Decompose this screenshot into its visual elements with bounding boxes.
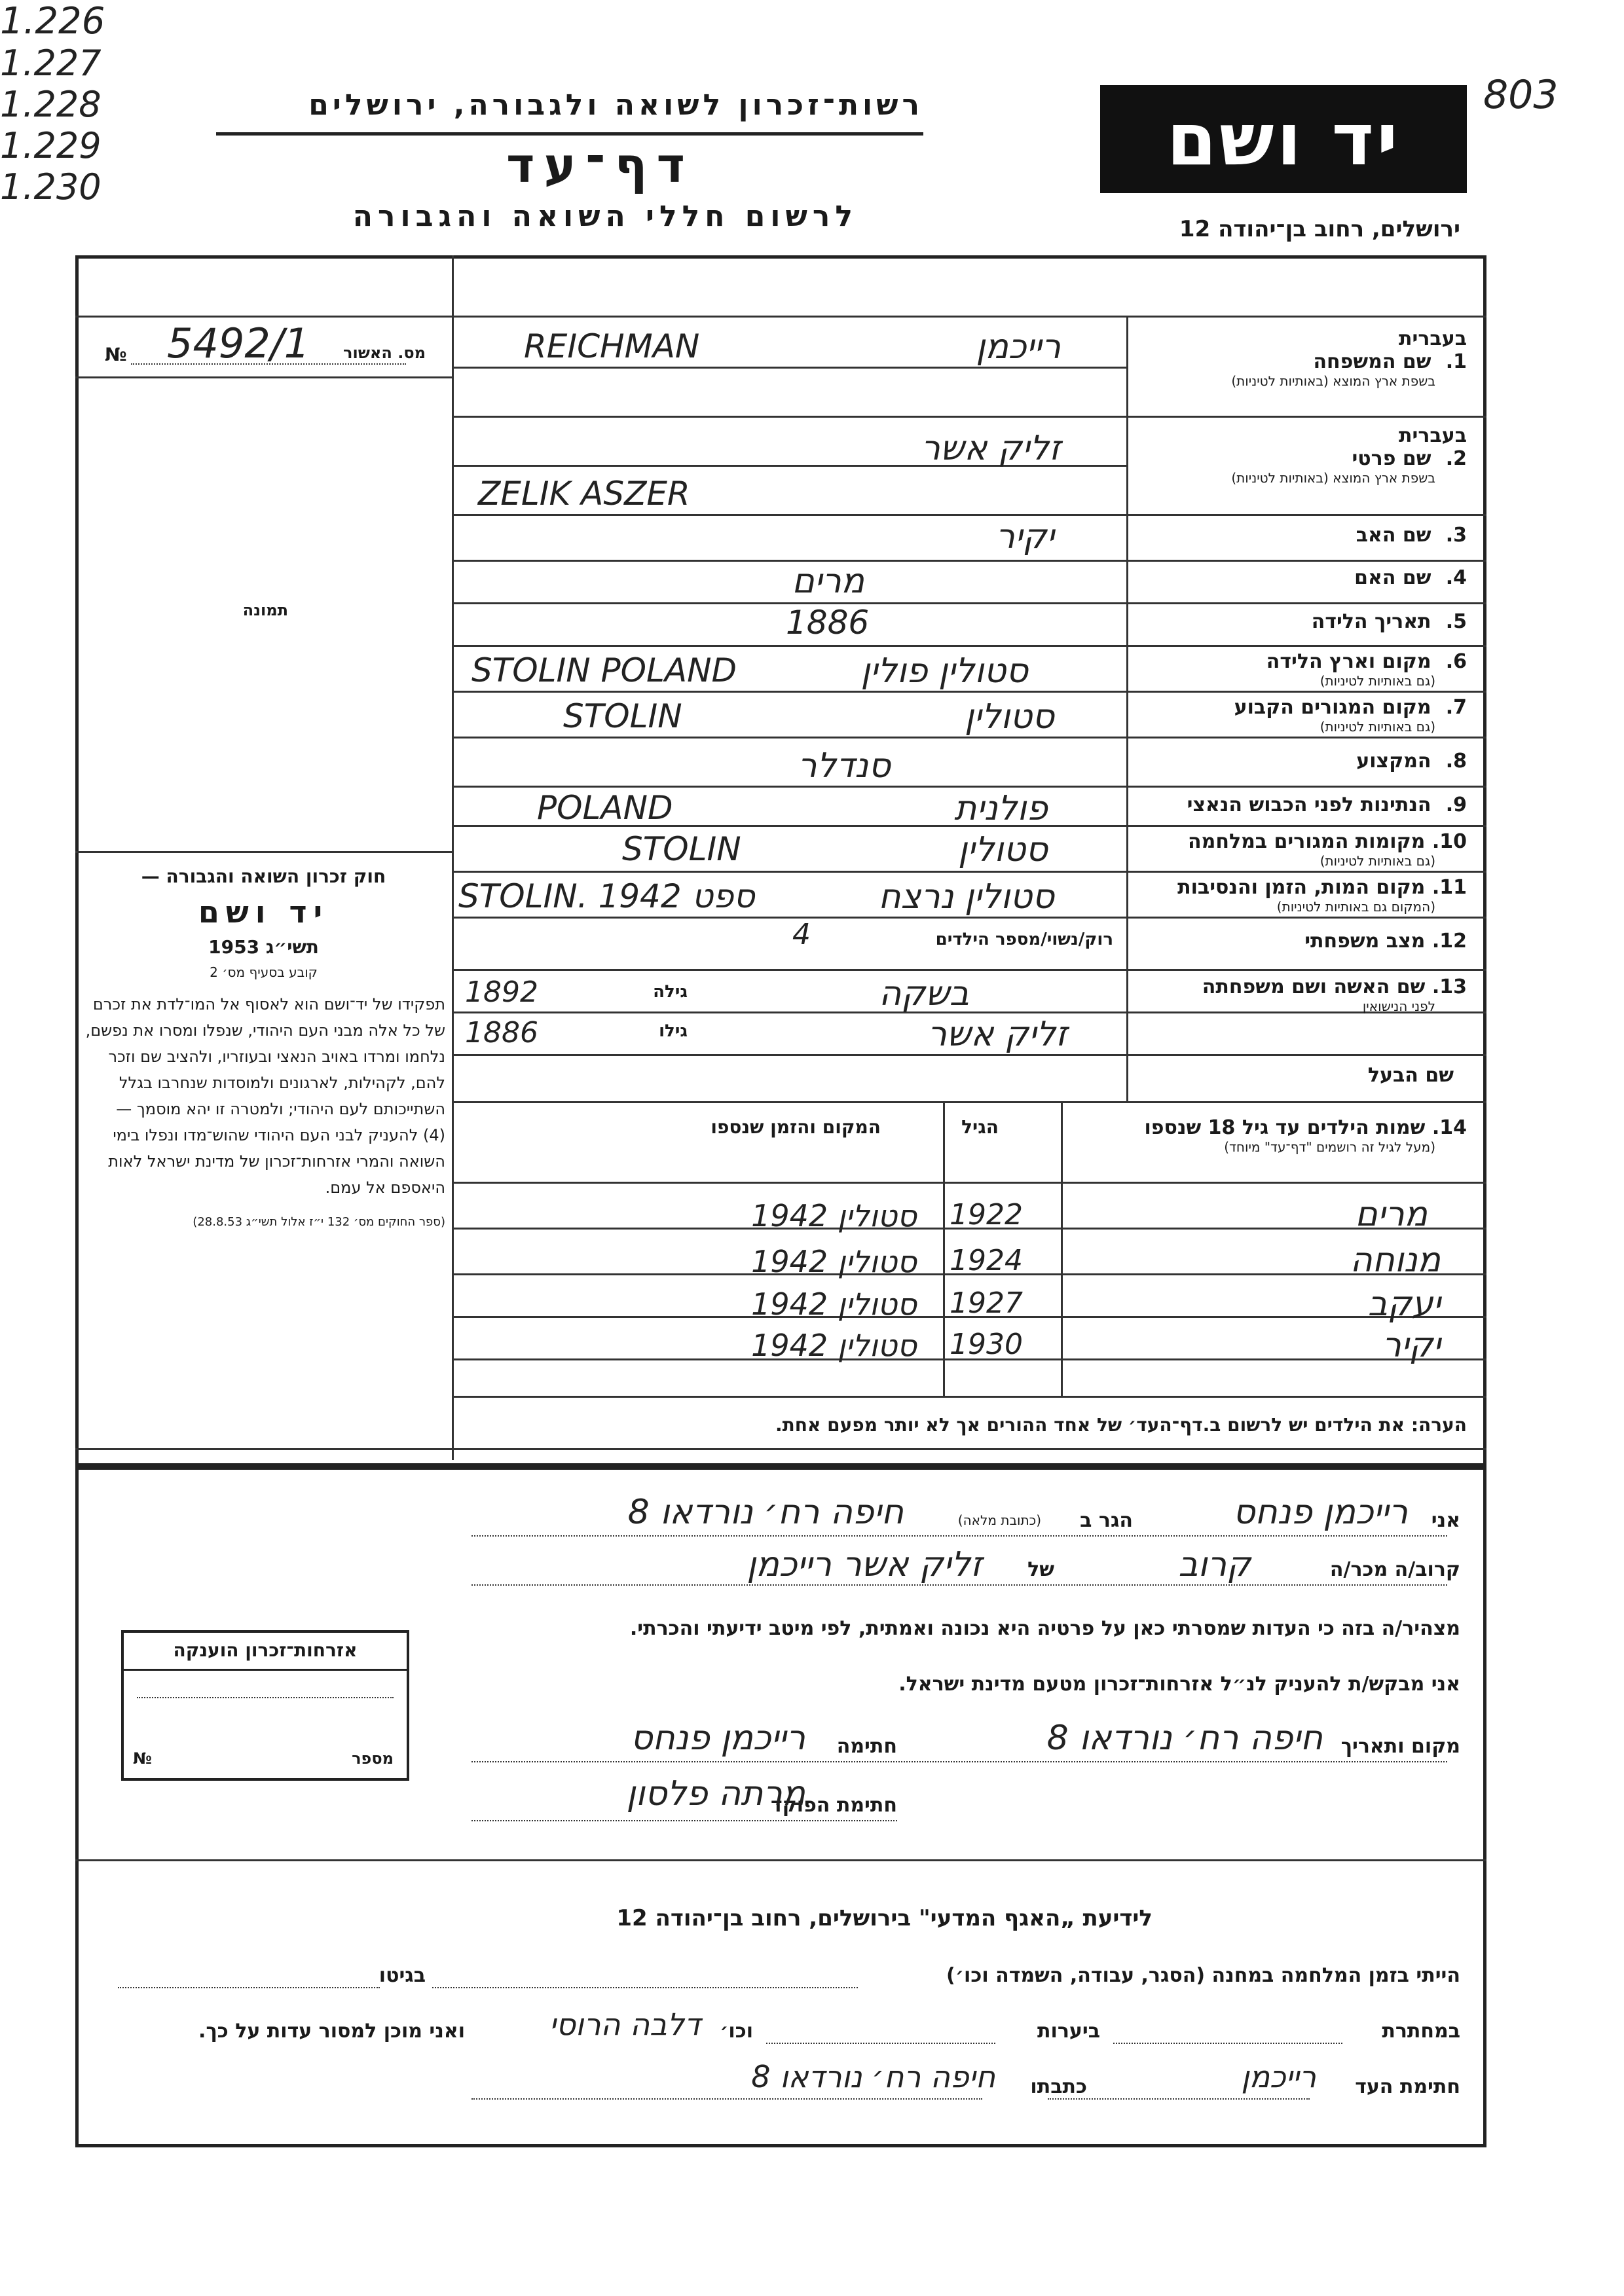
field-9-label: 9. הנתינות לפני הכבוש הנאצי bbox=[1187, 793, 1467, 816]
declaration-statement: מצהיר/ה בזה כי העדות שמסרתי כאן על פרטיה היא נכונה ואמתית, לפי מיטב ידיעתי והכרתי. bbox=[629, 1617, 1460, 1640]
death-place-latin: STOLIN. ספט 1942 bbox=[458, 877, 755, 915]
declaration-relation-label: קרוב/ה מכר/ה bbox=[1329, 1558, 1460, 1581]
field-1-label: בעברית 1. שם המשפחה בשפת ארץ המוצא (באותיות לטיניות) bbox=[1231, 327, 1467, 389]
field-3-label: 3. שם האב bbox=[1356, 524, 1467, 547]
citizenship-number-label: מספר bbox=[352, 1749, 394, 1768]
firstname-latin: ZELIK ASZER bbox=[478, 475, 690, 513]
surname-latin: REICHMAN bbox=[524, 327, 700, 365]
signature-value: רייכמן פנחס bbox=[630, 1719, 805, 1758]
child-2-age: 1924 bbox=[950, 1244, 1023, 1277]
husband-name: זליק אשר bbox=[927, 1015, 1067, 1054]
law-block bbox=[82, 864, 445, 1235]
witness-signature-label: חתימת העד bbox=[1355, 2075, 1460, 2098]
declaration-address: חיפה רח׳ נורדאו 8 bbox=[627, 1493, 904, 1532]
death-place-hebrew: סטולין נרצח bbox=[878, 877, 1054, 917]
husband-age: 1886 bbox=[465, 1016, 538, 1049]
bottom-line1-b: בגיטו bbox=[378, 1964, 426, 1987]
child-4-age: 1930 bbox=[950, 1328, 1023, 1361]
witness-signature-value: רייכמן bbox=[1241, 2059, 1316, 2094]
declaration-of-label: של bbox=[1027, 1558, 1054, 1581]
field-8-label: 8. המקצוע bbox=[1356, 750, 1467, 773]
children-title: 14. שמות הילדים עד גיל 18 שנספו (מעל לגיל זה רושמים "דף־עד" מיוחד) bbox=[1144, 1116, 1467, 1155]
yad-vashem-logo: יד ושם bbox=[1100, 85, 1467, 193]
family-status-text: רוק/נשוי/מספר הילדים bbox=[935, 930, 1113, 949]
child-4-place: סטולין 1942 bbox=[751, 1328, 917, 1363]
field-2-tag: בעברית bbox=[1399, 424, 1467, 447]
war-residence-hebrew: סטולין bbox=[958, 830, 1048, 869]
nationality-hebrew: פולנית bbox=[954, 789, 1048, 828]
children-col-place: המקום והזמן שנספו bbox=[710, 1116, 881, 1138]
declaration-address-hint: (כתובת מלאה) bbox=[957, 1512, 1041, 1528]
witness-address-label: כתבתו bbox=[1030, 2075, 1087, 2098]
photo-label: תמונה bbox=[242, 601, 288, 619]
occupation: סנדלר bbox=[798, 746, 891, 786]
bottom-line2-a: במחתרת bbox=[1382, 2020, 1460, 2043]
husband-age-label: גילו bbox=[659, 1021, 688, 1041]
war-residence-latin: STOLIN bbox=[622, 830, 741, 868]
bottom-line1-a: הייתי בזמן המלחמה במחנה (הסגר, עבודה, השמדה וכו׳) bbox=[946, 1964, 1460, 1987]
citizenship-box bbox=[121, 1630, 409, 1781]
photo-box-bottom bbox=[75, 851, 452, 853]
law-body: תפקידו של יד־ושם הוא לאסוף אל המו־לדת את זכרם של כל אלה מבני העם היהודי, שנפלו ומסרו את נפשם, נלחמו ומרדו באויב הנאצי ובעוזריו, ולהציב שם וזכר להם, לקהילות, לארגונים ולמוסדות שנחרבו בגלל השתייכותם לעם היהודי; ולמטרה זו יהא מוסמך — bbox=[85, 995, 445, 1118]
citizenship-symbol: № bbox=[133, 1749, 152, 1768]
registration-symbol: № bbox=[105, 344, 127, 365]
field-11-label: 11. מקום המות, הזמן והנסיבות (המקום גם באותיות לטיניות) bbox=[1177, 876, 1467, 915]
birth-date: 1886 bbox=[786, 604, 870, 642]
bottom-line2-c-value: דלבה הרוסי bbox=[549, 2007, 701, 2042]
bottom-line2-c: וכו׳ bbox=[720, 2020, 753, 2043]
registration-number: 5492/1 bbox=[167, 319, 310, 367]
residence-latin: STOLIN bbox=[563, 697, 682, 735]
witness-address-value: חיפה רח׳ נורדאו 8 bbox=[751, 2059, 995, 2094]
child-1-annotation: 1.227 bbox=[0, 43, 101, 84]
father-name: יקיר bbox=[995, 517, 1054, 556]
page-number-annotation: 803 bbox=[1483, 72, 1559, 118]
nationality-latin: POLAND bbox=[537, 789, 673, 827]
child-1-place: סטולין 1942 bbox=[751, 1198, 917, 1233]
child-3-annotation: 1.229 bbox=[0, 125, 101, 166]
registration-label: מס. האשור bbox=[343, 344, 426, 362]
law-section: קובע בסעיף מס׳ 2 bbox=[210, 964, 318, 980]
field-5-label: 5. תאריך הלידה bbox=[1311, 610, 1467, 633]
bottom-line2-d: ואני מוכן למסור עדות על כך. bbox=[198, 2020, 465, 2043]
registration-row-line bbox=[75, 376, 452, 378]
field-7-label: 7. מקום המגורים הקבוע (גם באותיות לטיניות) bbox=[1234, 696, 1467, 735]
officer-value: מרתה פלסון bbox=[626, 1774, 805, 1813]
form-title: דף־עד bbox=[506, 137, 694, 194]
child-4-annotation: 1.230 bbox=[0, 166, 101, 208]
form-subtitle: לרשום חללי השואה והגבורה bbox=[352, 200, 858, 233]
law-name: יד ושם bbox=[198, 894, 329, 930]
signature-label: חתימה bbox=[836, 1735, 897, 1758]
surname-hebrew: רייכמן bbox=[976, 327, 1061, 367]
law-clause: (4) להעניק לבני העם היהודי שהוש־מדו ונפלו בימי השואה והמרי אזרחות־זכרון של מדינת ישראל לאות היאספם אל עמם. bbox=[108, 1126, 445, 1197]
bottom-line2-b: ביערות bbox=[1037, 2020, 1100, 2043]
declaration-of-value: זליק אשר רייכמן bbox=[747, 1545, 982, 1584]
child-1-name: מרים bbox=[1355, 1195, 1428, 1234]
declaration-request: אני מבקש/ת להעניק לנ״ל אזרחות־זכרון מטעם מדינת ישראל. bbox=[898, 1673, 1460, 1696]
declaration-resides-label: הגר ב bbox=[1080, 1509, 1133, 1532]
child-2-place: סטולין 1942 bbox=[751, 1244, 917, 1279]
field-4-label: 4. שם האם bbox=[1354, 566, 1467, 589]
child-3-age: 1927 bbox=[950, 1286, 1023, 1320]
firstname-hebrew: זליק אשר bbox=[921, 429, 1061, 468]
child-3-place: סטולין 1942 bbox=[751, 1286, 917, 1322]
mother-name: מרים bbox=[792, 562, 864, 601]
child-1-age: 1922 bbox=[950, 1198, 1023, 1231]
declaration-relation: קרוב bbox=[1178, 1545, 1251, 1584]
law-reference: (ספר החוקים מס׳ 132 י״ז אלול תשי״ג 28.8.53) bbox=[193, 1215, 445, 1229]
birth-place-hebrew: סטולין פולין bbox=[860, 651, 1028, 691]
declaration-name: רייכמן פנחס bbox=[1232, 1493, 1408, 1532]
child-4-name: יקיר bbox=[1382, 1326, 1441, 1365]
place-date-value: חיפה רח׳ נורדאו 8 bbox=[1046, 1719, 1323, 1758]
bottom-title: לידיעת „האגף המדעי" בירושלים, רחוב בן־יהודה 12 bbox=[616, 1905, 1153, 1931]
child-2-name: מנוחה bbox=[1350, 1241, 1441, 1280]
place-date-label: מקום ותאריך bbox=[1340, 1735, 1460, 1758]
wife-age-label: גילה bbox=[653, 982, 688, 1002]
annotation-main: 1.226 bbox=[0, 0, 105, 43]
field-1-tag: בעברית bbox=[1399, 327, 1467, 350]
field-10-label: 10. מקומות המגורים במלחמה (גם באותיות לטיניות) bbox=[1188, 830, 1467, 869]
field-12-label: 12. מצב משפחתי bbox=[1304, 930, 1467, 953]
header-address: ירושלים, רחוב בן־יהודה 12 bbox=[1179, 216, 1460, 242]
residence-hebrew: סטולין bbox=[965, 697, 1054, 737]
officer-label: חתימת הפוקד bbox=[771, 1794, 897, 1817]
wife-age: 1892 bbox=[465, 975, 538, 1009]
husband-label: שם הבעל bbox=[1367, 1064, 1454, 1087]
citizenship-title: אזרחות־זכרון הוענקה bbox=[124, 1639, 407, 1671]
law-year: תשי״ג 1953 bbox=[208, 936, 319, 958]
children-count: 4 bbox=[792, 918, 811, 951]
header-underline bbox=[216, 132, 923, 136]
organization-name: רשות־זכרון לשואה ולגבורה, ירושלים bbox=[308, 88, 923, 122]
law-title: חוק זכרון השואה והגבורה — bbox=[141, 866, 386, 887]
field-2-label: בעברית 2. שם פרטי בשפת ארץ המוצא (באותיות לטיניות) bbox=[1231, 424, 1467, 486]
wife-name: בשקה bbox=[879, 974, 969, 1013]
children-note: הערה: את הילדים יש לרשום ב.דף־העד׳ של אחד ההורים אך לא יותר מפעם אחת. bbox=[775, 1414, 1467, 1436]
field-13-label: 13. שם האשה ושם משפחתה לפני הנישואין bbox=[1202, 975, 1467, 1014]
declaration-i-label: אני bbox=[1431, 1509, 1460, 1532]
child-2-annotation: 1.228 bbox=[0, 84, 101, 125]
children-col-age: הגיל bbox=[961, 1116, 999, 1138]
field-6-label: 6. מקום וארץ הלידה (גם באותיות לטיניות) bbox=[1266, 650, 1467, 689]
birth-place-latin: STOLIN POLAND bbox=[471, 651, 737, 689]
child-3-name: יעקב bbox=[1367, 1285, 1441, 1324]
